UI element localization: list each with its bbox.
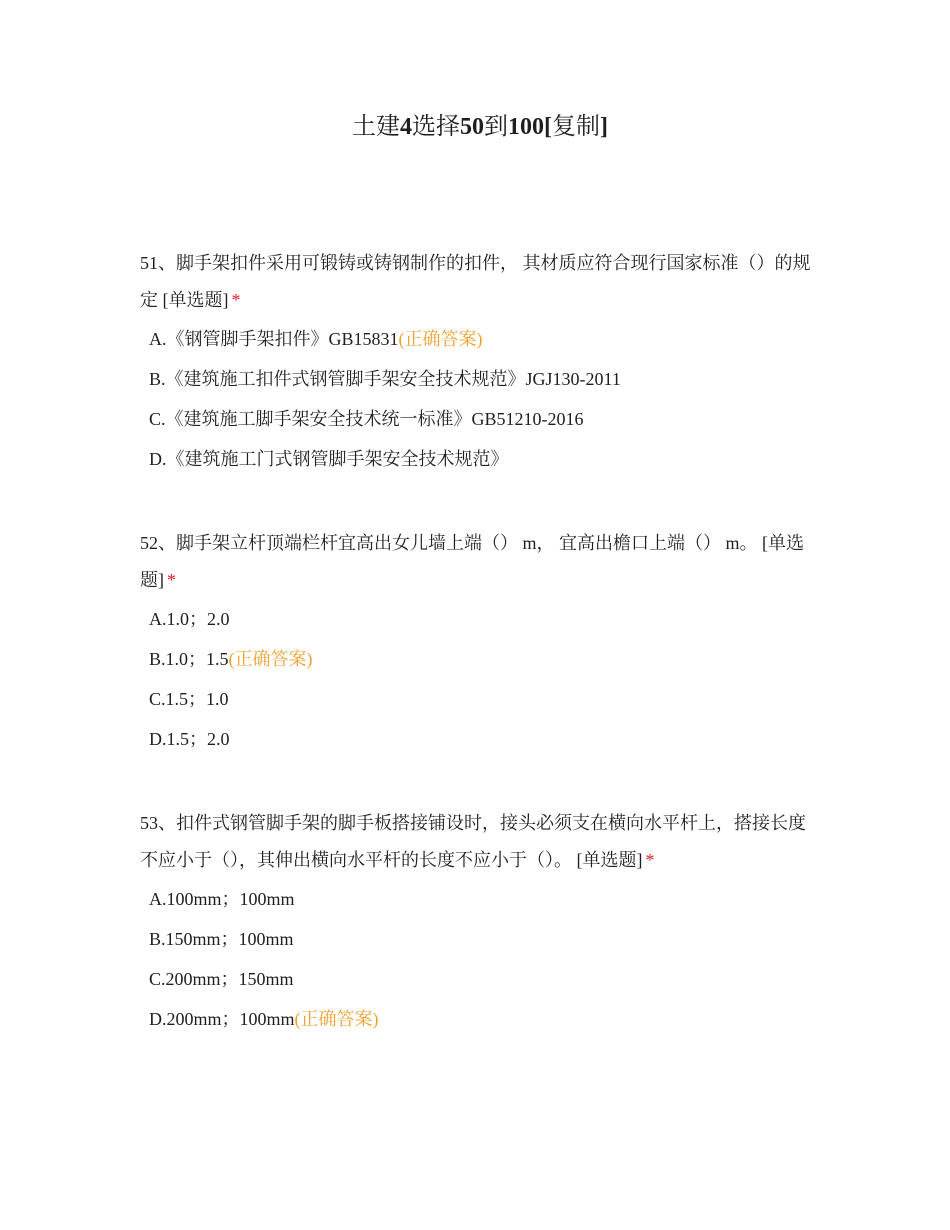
required-asterisk: * xyxy=(231,290,241,310)
question-53 xyxy=(140,805,820,1048)
required-asterisk: * xyxy=(167,570,176,590)
correct-answer-label: (正确答案) xyxy=(228,649,313,669)
question-51 xyxy=(140,245,820,488)
option-c[interactable]: C.1.5；1.0 xyxy=(149,689,229,709)
question-stem: 52、脚手架立杆顶端栏杆宜高出女儿墙上端（） m， 宜高出檐口上端（） m。 [单选题] * xyxy=(140,533,804,590)
required-asterisk: * xyxy=(645,850,655,870)
correct-answer-label: (正确答案) xyxy=(294,1009,379,1029)
option-c[interactable]: C.200mm；150mm xyxy=(149,969,294,989)
option-b[interactable]: B.《建筑施工扣件式钢管脚手架安全技术规范》JGJ130-2011 xyxy=(149,369,621,389)
option-a[interactable]: A.《钢管脚手架扣件》GB15831(正确答案) xyxy=(149,329,483,349)
option-b[interactable]: B.1.0；1.5(正确答案) xyxy=(149,649,313,669)
option-d[interactable]: D.1.5；2.0 xyxy=(149,729,230,749)
question-stem: 53、扣件式钢管脚手架的脚手板搭接铺设时，接头必须支在横向水平杆上，搭接长度不应小于（），其伸出横向水平杆的长度不应小于（）。 [单选题] * xyxy=(140,813,806,870)
option-list xyxy=(149,608,820,768)
option-d[interactable]: D.《建筑施工门式钢管脚手架安全技术规范》 xyxy=(149,449,509,469)
option-c[interactable]: C.《建筑施工脚手架安全技术统一标准》GB51210-2016 xyxy=(149,409,584,429)
option-list xyxy=(149,328,820,488)
option-b[interactable]: B.150mm；100mm xyxy=(149,929,294,949)
page-title: 土建4选择50到100[复制] xyxy=(352,114,608,140)
option-a[interactable]: A.100mm；100mm xyxy=(149,889,295,909)
question-52 xyxy=(140,525,820,768)
option-d[interactable]: D.200mm；100mm(正确答案) xyxy=(149,1009,379,1029)
correct-answer-label: (正确答案) xyxy=(398,329,483,349)
question-stem: 51、脚手架扣件采用可锻铸或铸钢制作的扣件， 其材质应符合现行国家标准（）的规定 [单选题] * xyxy=(140,253,811,310)
option-list xyxy=(149,888,820,1048)
option-a[interactable]: A.1.0；2.0 xyxy=(149,609,230,629)
